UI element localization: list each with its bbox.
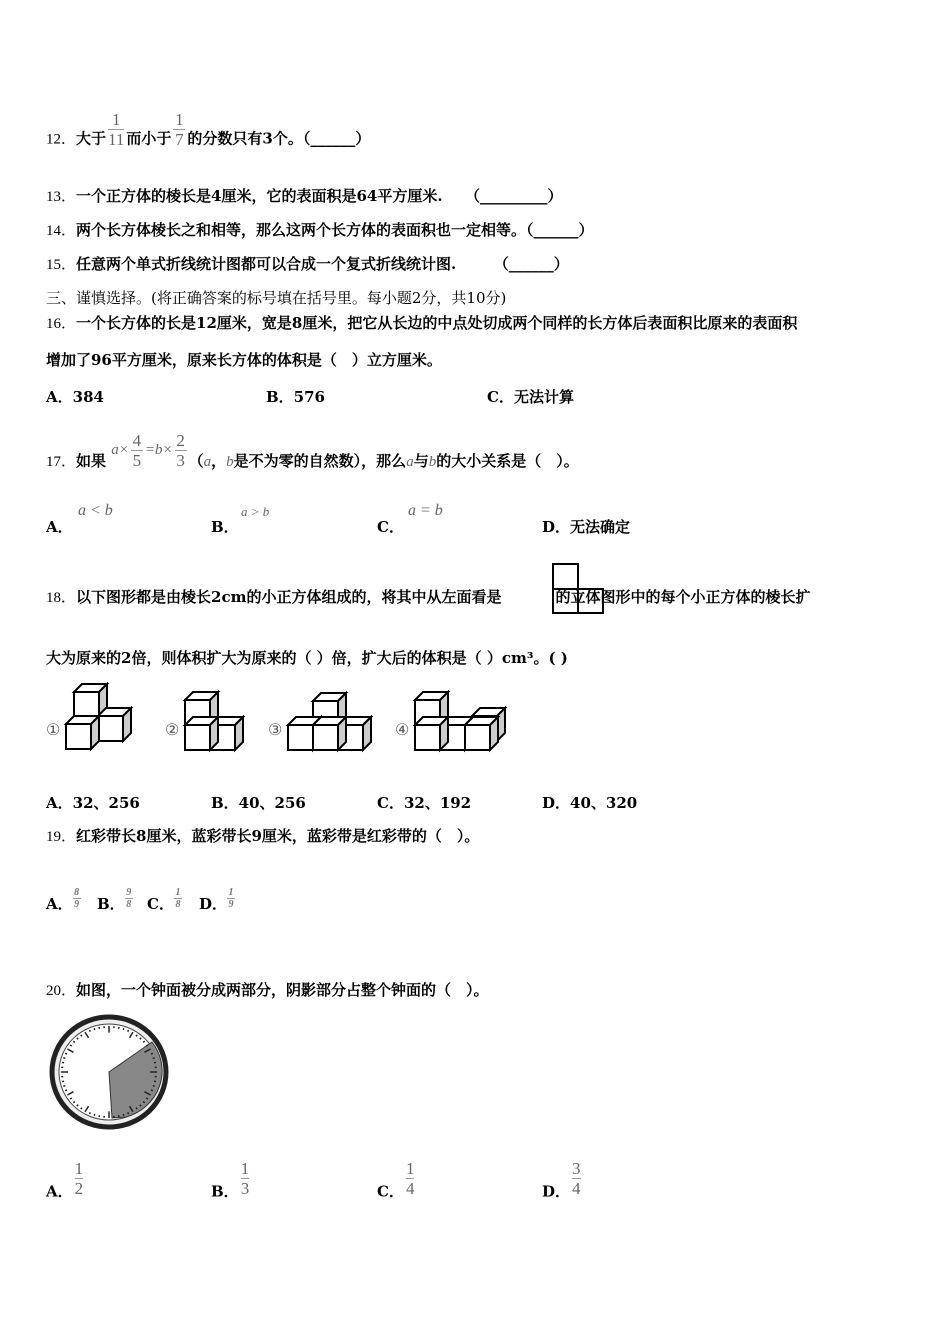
text: 的分数只有3个。（______）: [187, 129, 371, 148]
denominator: 4: [572, 1179, 581, 1198]
option-a-formula: a < b: [78, 502, 113, 519]
option-fraction: [227, 887, 235, 910]
option-c: C．32、192: [377, 794, 472, 812]
text: 大于: [76, 129, 107, 148]
denominator: 9: [74, 899, 80, 910]
option-label: C．: [147, 895, 174, 913]
option-b: [211, 1159, 251, 1212]
option-b-formula: a > b: [241, 504, 270, 519]
text: ，: [211, 451, 227, 470]
text: 的立体图形中的每个小正方体的棱长扩: [555, 588, 811, 606]
question-number: 18．: [46, 590, 77, 606]
question-text: 两个长方体棱长之和相等，那么这两个长方体的表面积也一定相等。（______）: [76, 221, 594, 239]
option-label: B．: [211, 1182, 239, 1201]
text: 与: [413, 451, 429, 470]
question-18-line2: 大为原来的2倍，则体积扩大为原来的（ ）倍，扩大后的体积是（ ）cm³。( ): [46, 649, 568, 667]
option-fraction: [241, 1159, 250, 1198]
numerator: 4: [132, 431, 142, 450]
text: 以下图形都是由棱长2cm的小正方体组成的，将其中从左面看是: [76, 588, 502, 606]
numerator: 3: [572, 1159, 581, 1178]
denominator: 3: [240, 1179, 250, 1198]
option-d: [199, 887, 235, 924]
numerator: 1: [228, 887, 234, 898]
question-14: [46, 220, 594, 241]
numerator: 9: [126, 887, 132, 898]
question-17: [46, 431, 579, 482]
cube: [313, 717, 346, 750]
question-number: 20．: [46, 983, 77, 999]
figure-label-1: ①: [46, 720, 61, 739]
denominator: 11: [108, 130, 125, 149]
times: ×: [162, 441, 173, 458]
cube-figures: [0, 680, 560, 760]
option-d: [542, 1159, 583, 1212]
question-number: 12．: [46, 131, 77, 148]
denominator: 2: [74, 1179, 84, 1198]
text: 是不为零的自然数），那么: [233, 451, 407, 470]
question-18: [46, 587, 810, 608]
option-c: C．无法计算: [487, 388, 574, 406]
fraction: [108, 110, 124, 149]
option-label: A．: [46, 895, 73, 913]
question-13: [46, 186, 563, 207]
option-c-formula: a = b: [408, 502, 443, 519]
option-fraction: [75, 1159, 84, 1198]
numerator: 1: [240, 1159, 250, 1178]
option-b: B．: [211, 518, 239, 536]
numerator: 1: [111, 110, 121, 129]
left-view-figure: [551, 563, 607, 615]
text: 而小于: [126, 129, 172, 148]
option-label: C．: [377, 1182, 404, 1201]
option-label: A．: [46, 1182, 73, 1201]
cube: [465, 717, 498, 750]
var-a: a: [111, 441, 119, 458]
question-text: 任意两个单式折线统计图都可以合成一个复式折线统计图. （______）: [76, 255, 569, 273]
option-fraction: [174, 887, 182, 910]
question-number: 14．: [46, 223, 77, 239]
question-text: 一个正方体的棱长是4厘米，它的表面积是64平方厘米. （_________）: [76, 187, 563, 205]
text: 如果: [76, 451, 107, 470]
question-number: 15．: [46, 257, 77, 273]
numerator: 8: [74, 887, 80, 898]
figure-label-4: ④: [395, 720, 410, 739]
var-b: b: [428, 453, 437, 470]
option-a: A．: [46, 518, 73, 536]
option-d: D．无法确定: [542, 518, 631, 536]
equals: =b: [144, 441, 163, 458]
option-label: B．: [97, 895, 125, 913]
option-fraction: [572, 1159, 581, 1198]
cube: [66, 716, 99, 749]
option-d: D．40、320: [542, 794, 638, 812]
denominator: 3: [176, 451, 185, 470]
question-text: 如图，一个钟面被分成两部分，阴影部分占整个钟面的（ ）。: [76, 981, 489, 999]
option-a: [46, 887, 81, 924]
option-a: A．32、256: [46, 794, 140, 812]
numerator: 1: [175, 110, 184, 129]
cube: [98, 708, 131, 741]
denominator: 9: [228, 899, 234, 910]
denominator: 4: [405, 1179, 415, 1198]
option-c: [147, 887, 182, 924]
question-19: [46, 826, 479, 847]
option-label: D．: [199, 895, 228, 913]
question-number: 13．: [46, 189, 77, 205]
question-16: [46, 313, 797, 334]
cube: [415, 717, 448, 750]
option-fraction: [125, 887, 133, 910]
var-a: a: [203, 453, 212, 470]
denominator: 8: [126, 899, 132, 910]
formula: [111, 431, 188, 470]
denominator: 7: [175, 130, 184, 149]
times: ×: [118, 441, 129, 458]
question-text: 一个长方体的长是12厘米，宽是8厘米，把它从长边的中点处切成两个同样的长方体后表面积比原来的表面积: [76, 314, 798, 332]
section-3-heading: 三、谨慎选择。(将正确答案的标号填在括号里。每小题2分，共10分): [46, 289, 507, 307]
numerator: 1: [405, 1159, 415, 1178]
option-label: D．: [542, 1182, 571, 1201]
clock-image: [48, 1012, 170, 1130]
question-12: [46, 110, 371, 159]
numerator: 1: [175, 887, 181, 898]
question-number: 17．: [46, 453, 77, 470]
cube: [185, 717, 218, 750]
var-b: b: [226, 453, 234, 470]
denominator: 5: [132, 451, 142, 470]
denominator: 8: [175, 899, 181, 910]
option-c: C．: [377, 518, 404, 536]
text: （: [188, 451, 204, 470]
fraction: [173, 110, 185, 149]
figure-label-2: ②: [165, 720, 180, 739]
option-c: [377, 1159, 416, 1212]
question-text: 红彩带长8厘米，蓝彩带长9厘米，蓝彩带是红彩带的（ ）。: [76, 827, 480, 845]
option-b: [97, 887, 133, 924]
fraction: [131, 431, 143, 470]
question-number: 16．: [46, 316, 77, 332]
text: 的大小关系是（ ）。: [436, 451, 579, 470]
option-fraction: [406, 1159, 415, 1198]
numerator: 2: [176, 431, 185, 450]
question-20: [46, 980, 489, 1001]
option-fraction: [73, 887, 81, 910]
fraction: [175, 431, 187, 470]
question-15: [46, 254, 569, 275]
option-b: B．576: [266, 388, 325, 406]
question-16-line2: 增加了96平方厘米，原来长方体的体积是（ ）立方厘米。: [46, 351, 442, 369]
option-b: B．40、256: [211, 794, 306, 812]
figure-label-3: ③: [268, 720, 283, 739]
numerator: 1: [74, 1159, 84, 1178]
option-a: [46, 1159, 85, 1212]
option-a: A．384: [46, 388, 104, 406]
var-a: a: [406, 453, 414, 470]
question-number: 19．: [46, 829, 77, 845]
